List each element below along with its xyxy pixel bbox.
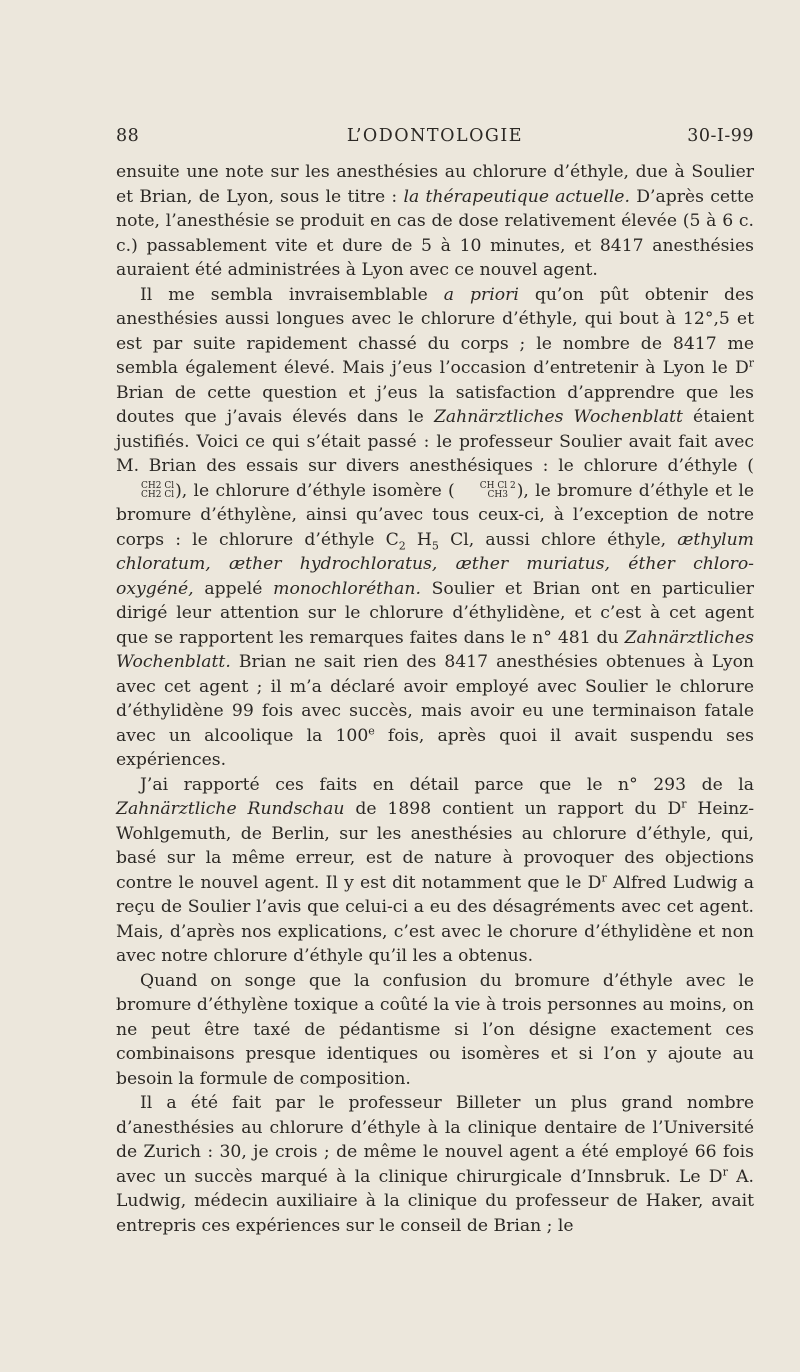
paragraph-5: Il a été fait par le professeur Billeter un plus grand nombre d’anesthésies au chlorure d’éthyle à la clinique dentaire de l’Université de Zurich : 30, je crois ; de même le nouvel agent a été employé 66 fois avec un succès marqué à la clinique chirurgicale d’Innsbruk. Le $D^r$ A. Ludwig, médecin auxiliaire à la clinique du professeur de Haker, avait entrepris ces expériences sur le conseil de Brian ; le xyxy=(116,1093,754,1236)
issue-date: 30-I-99 xyxy=(687,126,754,146)
running-header xyxy=(116,126,754,152)
page-number: 88 xyxy=(116,126,140,146)
body-text xyxy=(116,160,754,1238)
formula-fraction-1: CH2 Cl CH2 Cl xyxy=(141,481,175,500)
running-title: L’ODONTOLOGIE xyxy=(346,126,524,146)
paragraph-4: Quand on songe que la confusion du bromure d’éthyle avec le bromure d’éthylène toxique a coûté la vie à trois personnes au moins, on ne peut être taxé de pédantisme si l’on désigne exactement ces combinaisons presque identiques ou isomères et si l’on y ajoute au besoin la formule de composition. xyxy=(116,970,754,1089)
formula-fraction-2: CH Cl 2 CH3 xyxy=(479,481,516,500)
paragraph-2: Il me sembla invraisemblable a priori qu’on pût obtenir des anesthésies aussi longues avec le chlorure d’éthyle, qui bout à 12°,5 et est par suite rapidement chassé du corps ; le nombre de 8417 me sembla également élevé. Mais j’eus l’occasion d’entretenir à Lyon le $D^r$ Brian de cette question et j’eus la satisfaction d’apprendre que les doutes que j’avais élevés dans le Zahnärztliches Wochenblatt étaient justifiés. Voici ce qui s’était passé : le professeur Soulier avait fait avec M. Brian des essais sur divers anesthésiques : le chlorure d’éthyle ( CH2 Cl CH2 Cl ), le chlorure d’éthyle isomère ( CH Cl 2 CH3 ), le bromure d’éthyle et le bromure d’éthylène, ainsi qu’avec tous ceux-ci, à l’exception de notre corps : le chlorure d’éthyle $C_2$ $H_5$ Cl, aussi chlore éthyle, æthylum chloratum, æther hydrochloratus, æther muriatus, éther chloro-oxygéné, appelé monochloréthan. Soulier et Brian ont en particulier dirigé leur attention sur le chlorure d’éthylidène, et c’est à cet agent que se rapportent les remarques faites dans le n° 481 du Zahnärztliches Wochenblatt. Brian ne sait rien des 8417 anesthésies obtenues à Lyon avec cet agent ; il m’a déclaré avoir employé avec Soulier le chlorure d’éthylidène 99 fois avec succès, mais avoir eu une terminaison fatale avec un alcoolique la 100e fois, après quoi il avait suspendu ses expériences. xyxy=(116,284,755,770)
paragraph-1: ensuite une note sur les anesthésies au chlorure d’éthyle, due à Soulier et Brian, de Lyon, sous le titre : la thérapeutique actuelle. D’après cette note, l’anesthésie se produit en cas de dose relativement élevée (5 à 6 c. c.) passablement vite et dure de 5 à 10 minutes, et 8417 anesthésies auraient été administrées à Lyon avec ce nouvel agent. xyxy=(116,162,754,280)
paragraph-3: J’ai rapporté ces faits en détail parce que le n° 293 de la Zahnärztliche Rundschau de 1898 contient un rapport du $D^r$ Heinz-Wohlgemuth, de Berlin, sur les anesthésies au chlorure d’éthyle, qui, basé sur la même erreur, est de nature à provoquer des objections contre le nouvel agent. Il y est dit notamment que le $D^r$ Alfred Ludwig a reçu de Soulier l’avis que celui-ci a eu des désagréments avec cet agent. Mais, d’après nos explications, c’est avec le chorure d’éthylidène et non avec notre chlorure d’éthyle qu’il les a obtenus. xyxy=(116,774,754,966)
